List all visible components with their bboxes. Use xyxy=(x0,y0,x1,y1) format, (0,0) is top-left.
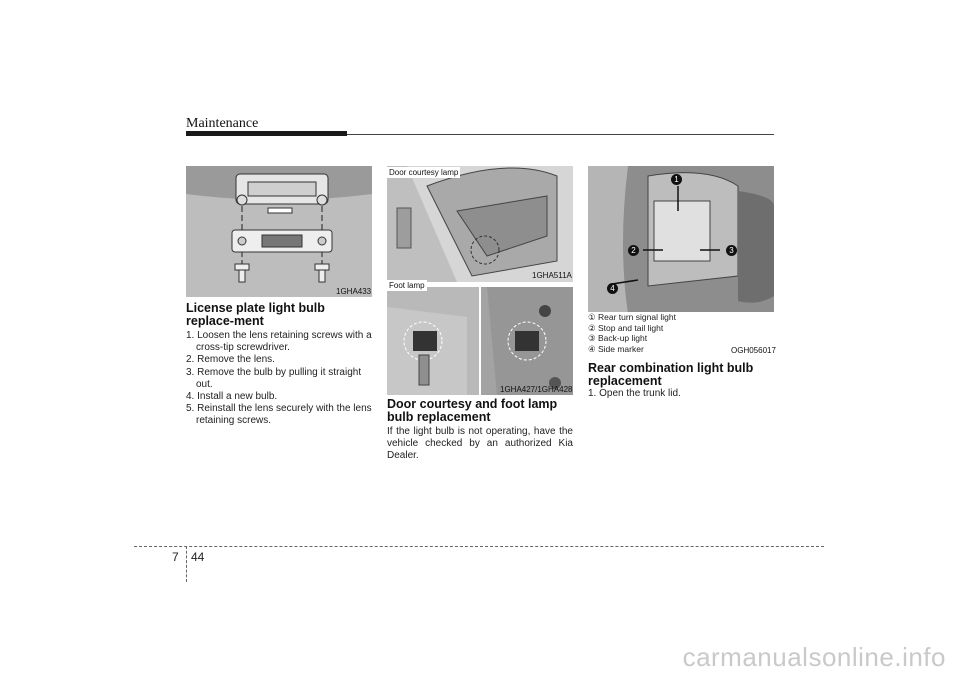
list-item: 3. Remove the bulb by pulling it straight out. xyxy=(186,366,362,390)
list-item: 4. Install a new bulb. xyxy=(186,391,278,403)
footer-divider xyxy=(186,546,187,582)
door-lamp-paragraph: If the light bulb is not operating, have the vehicle checked by an authorized Kia Dealer. xyxy=(387,426,573,462)
door-courtesy-figure xyxy=(387,166,573,282)
door-lamp-heading: Door courtesy and foot lamp bulb replacement xyxy=(387,397,558,424)
legend-item: ① Rear turn signal light xyxy=(588,312,676,322)
legend-item: ④ Side marker xyxy=(588,343,644,354)
header-rule-thick xyxy=(186,131,347,136)
header-rule-thin xyxy=(347,134,774,135)
list-item: 5. Reinstall the lens securely with the lens retaining screws. xyxy=(186,403,372,427)
list-item: 2. Remove the lens. xyxy=(186,354,275,366)
watermark: carmanualsonline.info xyxy=(682,642,946,672)
legend-item: ② Stop and tail light xyxy=(588,322,664,333)
callout-4-icon: 4 xyxy=(607,283,618,294)
foot-lamp-figure xyxy=(387,287,573,395)
door-courtesy-label: Door courtesy lamp xyxy=(389,168,459,177)
rear-combination-steps xyxy=(588,388,774,400)
figure-code: 1GHA427/1GHA428 xyxy=(500,385,573,394)
license-plate-steps xyxy=(186,330,372,428)
section-title: Maintenance xyxy=(186,116,259,131)
callout-3-icon: 3 xyxy=(726,245,737,256)
list-item: 1. Open the trunk lid. xyxy=(588,388,681,399)
callout-2-icon: 2 xyxy=(628,245,639,256)
rear-combination-heading: Rear combination light bulb replacement xyxy=(588,361,754,388)
legend-item: ③ Back-up light xyxy=(588,333,648,343)
chapter-number: 7 xyxy=(172,550,179,564)
license-plate-heading: License plate light bulb replace-ment xyxy=(186,301,325,328)
figure-code: 1GHA511A xyxy=(532,271,572,280)
footer-rule xyxy=(134,546,824,547)
foot-lamp-label: Foot lamp xyxy=(389,281,425,290)
page-number: 44 xyxy=(191,550,205,564)
license-plate-figure xyxy=(186,166,372,297)
callout-1-icon: 1 xyxy=(671,174,682,185)
figure-code: OGH056017 xyxy=(731,346,776,355)
figure-code: 1GHA433 xyxy=(336,287,372,296)
list-item: 1. Loosen the lens retaining screws with a cross-tip screwdriver. xyxy=(186,330,372,354)
